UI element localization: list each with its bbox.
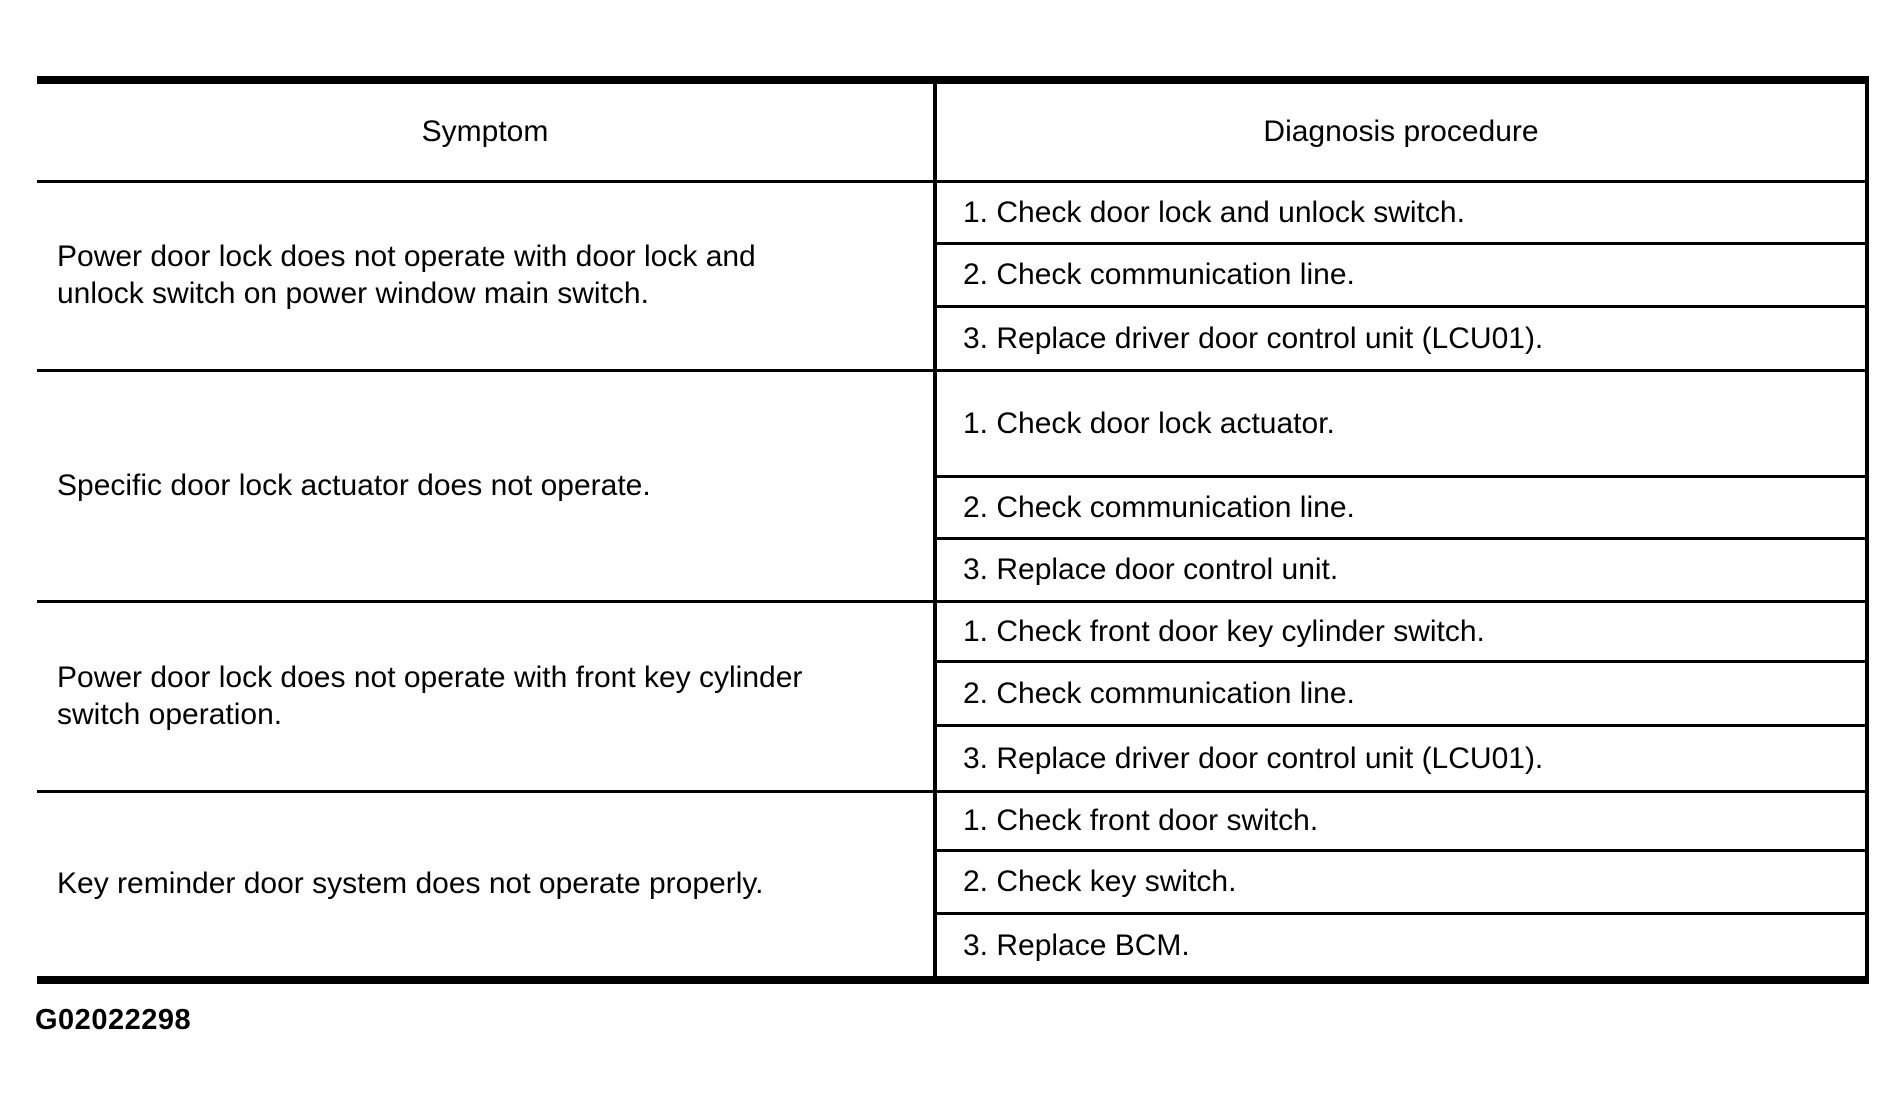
column-header-symptom: Symptom	[421, 115, 549, 148]
procedure-column	[933, 183, 1865, 369]
procedure-step: 2. Check key switch.	[937, 852, 1865, 915]
procedure-step: 2. Check communication line.	[937, 663, 1865, 727]
procedure-column	[933, 793, 1865, 976]
symptom-cell: Power door lock does not operate with door lock and unlock switch on power window main switch.	[57, 240, 756, 310]
figure-id-caption: G02022298	[35, 1004, 192, 1036]
table-row-group	[37, 603, 1865, 793]
symptom-cell: Specific door lock actuator does not operate.	[57, 468, 651, 502]
table-row-group	[37, 793, 1865, 976]
procedure-step: 1. Check door lock actuator.	[937, 372, 1865, 478]
procedure-step: 1. Check front door key cylinder switch.	[937, 603, 1865, 663]
column-header-diagnosis-procedure: Diagnosis procedure	[933, 84, 1865, 180]
table-row-group	[37, 372, 1865, 603]
symptom-cell: Key reminder door system does not operate properly.	[57, 867, 764, 901]
symptom-cell: Power door lock does not operate with front key cylinder switch operation.	[57, 660, 803, 731]
table-row-group	[37, 183, 1865, 372]
procedure-column	[933, 372, 1865, 600]
procedure-column	[933, 603, 1865, 790]
procedure-step: 2. Check communication line.	[937, 245, 1865, 308]
procedure-step: 1. Check front door switch.	[937, 793, 1865, 852]
procedure-step: 3. Replace door control unit.	[963, 553, 1339, 586]
table-header-row	[37, 84, 1865, 183]
procedure-step: 3. Replace driver door control unit (LCU01).	[963, 321, 1544, 355]
procedure-step: 2. Check communication line.	[937, 478, 1865, 540]
procedure-step: 3. Replace driver door control unit (LCU01).	[963, 741, 1544, 775]
procedure-step: 1. Check door lock and unlock switch.	[937, 183, 1865, 245]
symptom-diagnosis-table	[37, 76, 1869, 984]
procedure-step: 3. Replace BCM.	[963, 928, 1190, 962]
